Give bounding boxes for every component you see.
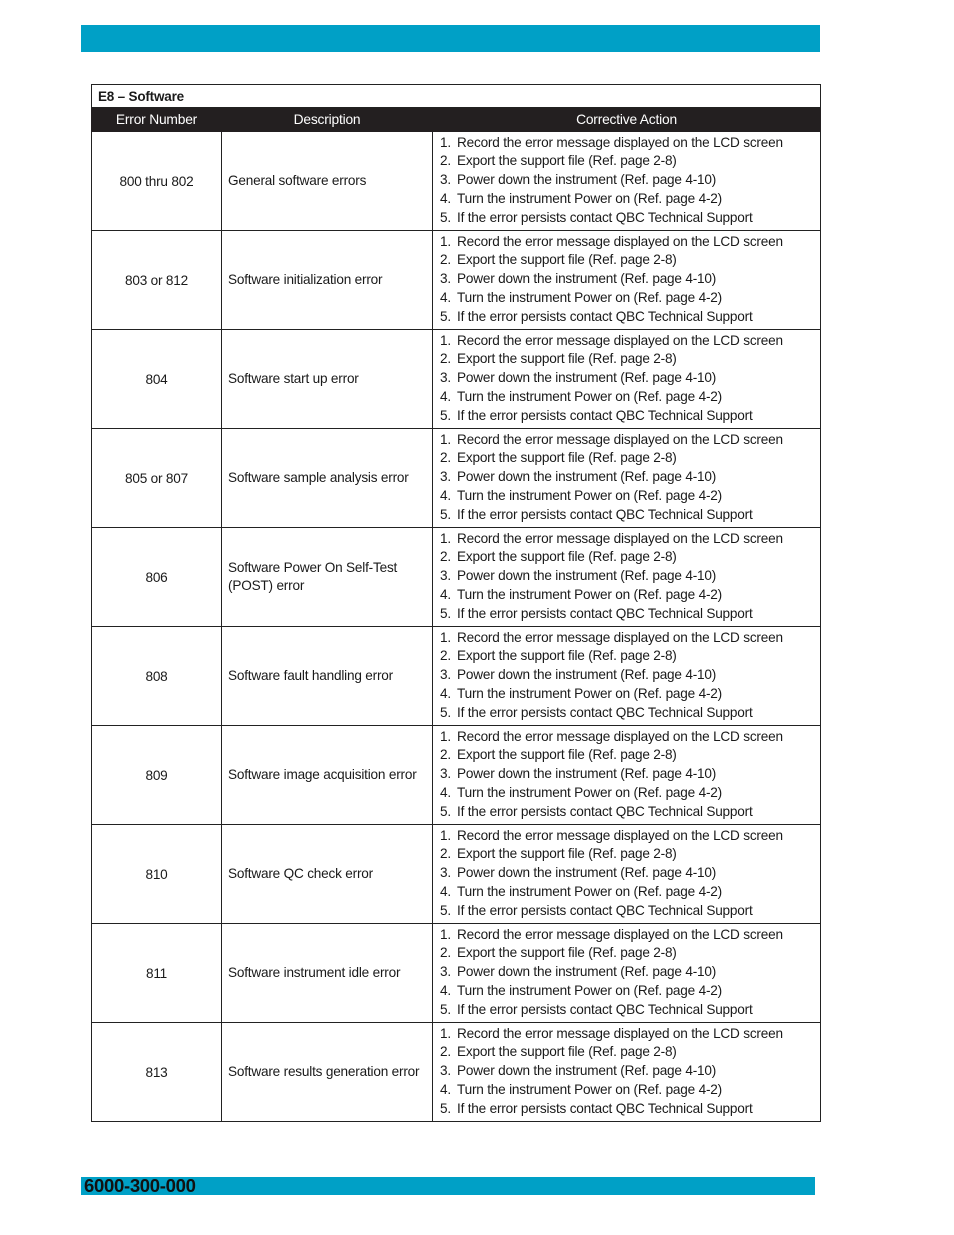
step-number: 1. bbox=[440, 728, 451, 744]
corrective-action-list bbox=[440, 1025, 814, 1119]
corrective-action-step bbox=[440, 567, 814, 586]
step-text: Record the error message displayed on the LCD screen bbox=[457, 728, 783, 744]
error-number-cell: 800 thru 802 bbox=[92, 132, 222, 231]
description-cell: Software fault handling error bbox=[222, 627, 433, 726]
corrective-action-step bbox=[440, 883, 814, 902]
column-header-description: Description bbox=[222, 108, 433, 132]
corrective-action-step bbox=[440, 270, 814, 289]
corrective-action-step bbox=[440, 605, 814, 624]
corrective-action-step bbox=[440, 784, 814, 803]
corrective-action-step bbox=[440, 1062, 814, 1081]
corrective-action-step bbox=[440, 171, 814, 190]
corrective-action-list bbox=[440, 134, 814, 228]
table-header-row bbox=[92, 108, 821, 132]
description-cell: Software start up error bbox=[222, 330, 433, 429]
step-number: 1. bbox=[440, 530, 451, 546]
step-number: 1. bbox=[440, 134, 451, 150]
step-number: 5. bbox=[440, 1100, 451, 1116]
step-text: Turn the instrument Power on (Ref. page 4-2) bbox=[457, 586, 722, 602]
step-text: If the error persists contact QBC Technical Support bbox=[457, 308, 753, 324]
step-text: Turn the instrument Power on (Ref. page 4-2) bbox=[457, 982, 722, 998]
step-text: Export the support file (Ref. page 2-8) bbox=[457, 846, 677, 862]
step-text: Power down the instrument (Ref. page 4-10) bbox=[457, 1063, 717, 1079]
corrective-action-step bbox=[440, 487, 814, 506]
step-number: 2. bbox=[440, 252, 451, 268]
step-text: If the error persists contact QBC Technical Support bbox=[457, 407, 753, 423]
step-text: Power down the instrument (Ref. page 4-10) bbox=[457, 865, 717, 881]
column-header-error-number: Error Number bbox=[92, 108, 222, 132]
step-text: Record the error message displayed on the LCD screen bbox=[457, 530, 783, 546]
corrective-action-cell bbox=[433, 231, 821, 330]
step-text: If the error persists contact QBC Technical Support bbox=[457, 902, 753, 918]
step-text: Export the support file (Ref. page 2-8) bbox=[457, 153, 677, 169]
step-number: 1. bbox=[440, 629, 451, 645]
step-number: 4. bbox=[440, 190, 451, 206]
step-text: Power down the instrument (Ref. page 4-10) bbox=[457, 370, 717, 386]
step-number: 3. bbox=[440, 964, 451, 980]
corrective-action-list bbox=[440, 728, 814, 822]
error-number-cell: 809 bbox=[92, 726, 222, 825]
step-number: 2. bbox=[440, 450, 451, 466]
corrective-action-step bbox=[440, 1001, 814, 1020]
corrective-action-step bbox=[440, 1043, 814, 1062]
step-number: 2. bbox=[440, 549, 451, 565]
error-table bbox=[91, 84, 821, 1122]
step-number: 3. bbox=[440, 1063, 451, 1079]
table-title: E8 – Software bbox=[92, 85, 821, 108]
table-row bbox=[92, 726, 821, 825]
description-cell: Software QC check error bbox=[222, 825, 433, 924]
corrective-action-step bbox=[440, 308, 814, 327]
step-number: 1. bbox=[440, 827, 451, 843]
description-cell: Software initialization error bbox=[222, 231, 433, 330]
error-number-cell: 808 bbox=[92, 627, 222, 726]
corrective-action-step bbox=[440, 629, 814, 648]
step-number: 5. bbox=[440, 1001, 451, 1017]
corrective-action-step bbox=[440, 152, 814, 171]
corrective-action-step bbox=[440, 506, 814, 525]
step-number: 4. bbox=[440, 388, 451, 404]
header-accent-bar bbox=[81, 25, 820, 52]
step-number: 1. bbox=[440, 332, 451, 348]
corrective-action-step bbox=[440, 666, 814, 685]
step-number: 5. bbox=[440, 605, 451, 621]
step-text: If the error persists contact QBC Technical Support bbox=[457, 704, 753, 720]
table-row bbox=[92, 1023, 821, 1122]
step-number: 3. bbox=[440, 469, 451, 485]
step-text: If the error persists contact QBC Technical Support bbox=[457, 605, 753, 621]
error-number-cell: 813 bbox=[92, 1023, 222, 1122]
step-number: 3. bbox=[440, 667, 451, 683]
table-row bbox=[92, 825, 821, 924]
step-text: Record the error message displayed on the LCD screen bbox=[457, 1025, 783, 1041]
corrective-action-step bbox=[440, 190, 814, 209]
corrective-action-step bbox=[440, 982, 814, 1001]
corrective-action-step bbox=[440, 388, 814, 407]
corrective-action-step bbox=[440, 827, 814, 846]
corrective-action-step bbox=[440, 647, 814, 666]
description-cell: Software instrument idle error bbox=[222, 924, 433, 1023]
step-number: 2. bbox=[440, 846, 451, 862]
error-number-cell: 804 bbox=[92, 330, 222, 429]
description-cell: Software results generation error bbox=[222, 1023, 433, 1122]
step-number: 5. bbox=[440, 209, 451, 225]
step-number: 5. bbox=[440, 902, 451, 918]
corrective-action-step bbox=[440, 369, 814, 388]
step-number: 3. bbox=[440, 370, 451, 386]
step-text: Turn the instrument Power on (Ref. page 4-2) bbox=[457, 487, 722, 503]
step-number: 2. bbox=[440, 153, 451, 169]
step-text: Power down the instrument (Ref. page 4-10) bbox=[457, 172, 717, 188]
error-number-cell: 806 bbox=[92, 528, 222, 627]
corrective-action-step bbox=[440, 704, 814, 723]
corrective-action-step bbox=[440, 765, 814, 784]
step-number: 3. bbox=[440, 865, 451, 881]
step-number: 3. bbox=[440, 172, 451, 188]
corrective-action-step bbox=[440, 926, 814, 945]
error-table-container bbox=[91, 84, 820, 1122]
step-text: Power down the instrument (Ref. page 4-10) bbox=[457, 469, 717, 485]
step-text: Turn the instrument Power on (Ref. page 4-2) bbox=[457, 190, 722, 206]
table-row bbox=[92, 924, 821, 1023]
step-text: Record the error message displayed on the LCD screen bbox=[457, 332, 783, 348]
corrective-action-step bbox=[440, 685, 814, 704]
corrective-action-step bbox=[440, 864, 814, 883]
document-number: 6000-300-000 bbox=[84, 1175, 196, 1196]
step-number: 2. bbox=[440, 648, 451, 664]
step-number: 1. bbox=[440, 431, 451, 447]
table-row bbox=[92, 132, 821, 231]
step-text: Turn the instrument Power on (Ref. page 4-2) bbox=[457, 784, 722, 800]
step-text: Export the support file (Ref. page 2-8) bbox=[457, 252, 677, 268]
step-text: If the error persists contact QBC Technical Support bbox=[457, 506, 753, 522]
corrective-action-step bbox=[440, 746, 814, 765]
step-number: 5. bbox=[440, 407, 451, 423]
corrective-action-list bbox=[440, 332, 814, 426]
corrective-action-cell bbox=[433, 825, 821, 924]
corrective-action-step bbox=[440, 548, 814, 567]
step-text: Export the support file (Ref. page 2-8) bbox=[457, 549, 677, 565]
corrective-action-step bbox=[440, 407, 814, 426]
step-text: Record the error message displayed on the LCD screen bbox=[457, 233, 783, 249]
step-text: Power down the instrument (Ref. page 4-10) bbox=[457, 568, 717, 584]
step-text: Export the support file (Ref. page 2-8) bbox=[457, 747, 677, 763]
step-number: 2. bbox=[440, 351, 451, 367]
corrective-action-step bbox=[440, 1025, 814, 1044]
corrective-action-step bbox=[440, 233, 814, 252]
table-row bbox=[92, 627, 821, 726]
corrective-action-step bbox=[440, 803, 814, 822]
step-text: Turn the instrument Power on (Ref. page 4-2) bbox=[457, 1081, 722, 1097]
corrective-action-cell bbox=[433, 528, 821, 627]
table-row bbox=[92, 429, 821, 528]
step-text: Export the support file (Ref. page 2-8) bbox=[457, 945, 677, 961]
corrective-action-step bbox=[440, 289, 814, 308]
corrective-action-step bbox=[440, 902, 814, 921]
corrective-action-step bbox=[440, 586, 814, 605]
corrective-action-cell bbox=[433, 1023, 821, 1122]
step-text: If the error persists contact QBC Technical Support bbox=[457, 209, 753, 225]
corrective-action-step bbox=[440, 209, 814, 228]
step-number: 4. bbox=[440, 1081, 451, 1097]
corrective-action-step bbox=[440, 530, 814, 549]
step-number: 2. bbox=[440, 945, 451, 961]
step-text: Power down the instrument (Ref. page 4-10) bbox=[457, 766, 717, 782]
step-text: Turn the instrument Power on (Ref. page 4-2) bbox=[457, 883, 722, 899]
step-text: Record the error message displayed on the LCD screen bbox=[457, 431, 783, 447]
corrective-action-step bbox=[440, 332, 814, 351]
step-text: Record the error message displayed on the LCD screen bbox=[457, 827, 783, 843]
description-cell: Software Power On Self-Test (POST) error bbox=[222, 528, 433, 627]
step-number: 4. bbox=[440, 289, 451, 305]
table-row bbox=[92, 330, 821, 429]
corrective-action-list bbox=[440, 629, 814, 723]
step-number: 4. bbox=[440, 784, 451, 800]
table-row bbox=[92, 231, 821, 330]
step-text: If the error persists contact QBC Technical Support bbox=[457, 1001, 753, 1017]
step-number: 3. bbox=[440, 766, 451, 782]
description-cell: Software sample analysis error bbox=[222, 429, 433, 528]
table-body bbox=[92, 132, 821, 1122]
step-text: Export the support file (Ref. page 2-8) bbox=[457, 450, 677, 466]
step-number: 3. bbox=[440, 271, 451, 287]
step-number: 2. bbox=[440, 1044, 451, 1060]
corrective-action-step bbox=[440, 350, 814, 369]
corrective-action-list bbox=[440, 233, 814, 327]
corrective-action-cell bbox=[433, 726, 821, 825]
corrective-action-list bbox=[440, 530, 814, 624]
step-number: 5. bbox=[440, 506, 451, 522]
corrective-action-cell bbox=[433, 627, 821, 726]
step-number: 5. bbox=[440, 803, 451, 819]
corrective-action-cell bbox=[433, 132, 821, 231]
corrective-action-step bbox=[440, 134, 814, 153]
step-number: 4. bbox=[440, 487, 451, 503]
step-text: Record the error message displayed on the LCD screen bbox=[457, 926, 783, 942]
corrective-action-step bbox=[440, 431, 814, 450]
corrective-action-step bbox=[440, 963, 814, 982]
step-text: Turn the instrument Power on (Ref. page 4-2) bbox=[457, 289, 722, 305]
corrective-action-step bbox=[440, 944, 814, 963]
step-text: Export the support file (Ref. page 2-8) bbox=[457, 1044, 677, 1060]
corrective-action-step bbox=[440, 251, 814, 270]
corrective-action-step bbox=[440, 1081, 814, 1100]
step-text: Turn the instrument Power on (Ref. page 4-2) bbox=[457, 388, 722, 404]
step-number: 1. bbox=[440, 233, 451, 249]
corrective-action-cell bbox=[433, 429, 821, 528]
step-text: Power down the instrument (Ref. page 4-10) bbox=[457, 271, 717, 287]
error-number-cell: 803 or 812 bbox=[92, 231, 222, 330]
step-text: Export the support file (Ref. page 2-8) bbox=[457, 648, 677, 664]
error-number-cell: 805 or 807 bbox=[92, 429, 222, 528]
step-text: If the error persists contact QBC Technical Support bbox=[457, 803, 753, 819]
table-row bbox=[92, 528, 821, 627]
corrective-action-step bbox=[440, 468, 814, 487]
corrective-action-list bbox=[440, 827, 814, 921]
step-number: 1. bbox=[440, 926, 451, 942]
step-text: Turn the instrument Power on (Ref. page 4-2) bbox=[457, 685, 722, 701]
description-cell: Software image acquisition error bbox=[222, 726, 433, 825]
step-text: Export the support file (Ref. page 2-8) bbox=[457, 351, 677, 367]
step-number: 4. bbox=[440, 586, 451, 602]
description-cell: General software errors bbox=[222, 132, 433, 231]
corrective-action-step bbox=[440, 1100, 814, 1119]
corrective-action-list bbox=[440, 431, 814, 525]
corrective-action-step bbox=[440, 728, 814, 747]
corrective-action-step bbox=[440, 845, 814, 864]
error-number-cell: 811 bbox=[92, 924, 222, 1023]
corrective-action-step bbox=[440, 449, 814, 468]
step-text: If the error persists contact QBC Technical Support bbox=[457, 1100, 753, 1116]
step-number: 4. bbox=[440, 685, 451, 701]
step-number: 3. bbox=[440, 568, 451, 584]
step-number: 5. bbox=[440, 308, 451, 324]
step-number: 2. bbox=[440, 747, 451, 763]
step-text: Power down the instrument (Ref. page 4-10) bbox=[457, 667, 717, 683]
step-text: Record the error message displayed on the LCD screen bbox=[457, 134, 783, 150]
corrective-action-cell bbox=[433, 330, 821, 429]
step-number: 4. bbox=[440, 982, 451, 998]
step-number: 5. bbox=[440, 704, 451, 720]
step-number: 1. bbox=[440, 1025, 451, 1041]
step-text: Record the error message displayed on the LCD screen bbox=[457, 629, 783, 645]
error-number-cell: 810 bbox=[92, 825, 222, 924]
corrective-action-list bbox=[440, 926, 814, 1020]
corrective-action-cell bbox=[433, 924, 821, 1023]
column-header-corrective-action: Corrective Action bbox=[433, 108, 821, 132]
step-number: 4. bbox=[440, 883, 451, 899]
step-text: Power down the instrument (Ref. page 4-10) bbox=[457, 964, 717, 980]
